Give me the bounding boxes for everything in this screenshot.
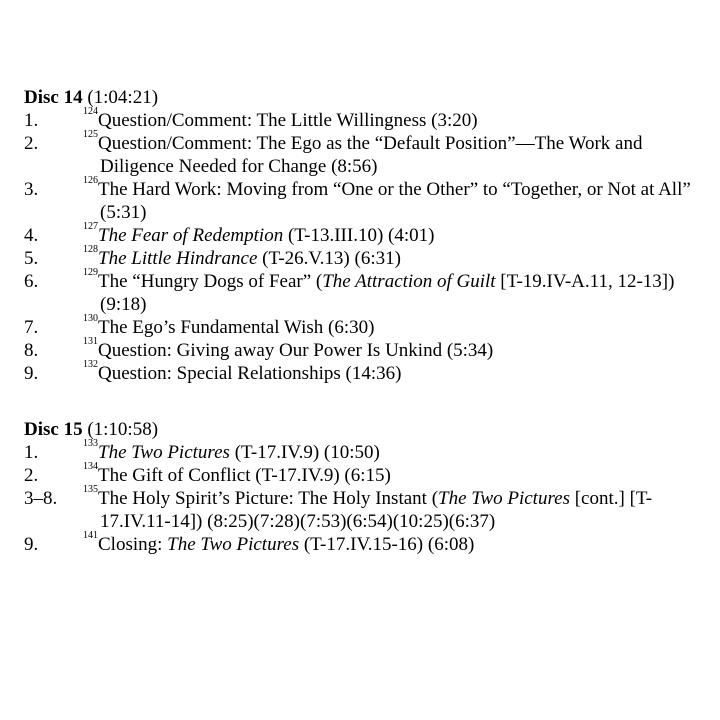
track-title-italic: The Attraction of Guilt	[322, 271, 496, 292]
footnote-number: 128	[83, 244, 98, 255]
disc-section	[24, 418, 714, 556]
track-title-text: (T-17.IV.15-16) (6:08)	[299, 534, 475, 555]
footnote-number: 125	[83, 129, 98, 140]
disc-duration: (1:10:58)	[87, 419, 159, 440]
track-row	[24, 359, 714, 385]
track-title-text: Question/Comment: The Little Willingness (3:20)	[98, 110, 478, 131]
disc-header	[24, 86, 714, 109]
track-list	[24, 106, 714, 385]
footnote-number: 127	[83, 221, 98, 232]
track-title	[83, 530, 714, 556]
track-title	[83, 336, 714, 362]
footnote-number: 130	[83, 313, 98, 324]
track-row	[24, 336, 714, 362]
track-title-text: The Hard Work: Moving from “One or the Other” to “Together, or Not at All” (5:31)	[98, 179, 691, 223]
track-title-italic: The Two Pictures	[98, 442, 230, 463]
track-title-text: The Gift of Conflict (T-17.IV.9) (6:15)	[98, 465, 391, 486]
track-title-italic: The Fear of Redemption	[98, 225, 284, 246]
track-title	[83, 461, 714, 487]
track-title-text: (T-13.III.10) (4:01)	[283, 225, 435, 246]
track-title	[83, 359, 714, 385]
footnote-number: 141	[83, 530, 98, 541]
disc-duration: (1:04:21)	[87, 87, 159, 108]
track-number: 4.	[24, 225, 39, 246]
track-number: 1.	[24, 442, 39, 463]
track-number: 7.	[24, 317, 39, 338]
track-number: 2.	[24, 465, 39, 486]
track-title-italic: The Two Pictures	[167, 534, 300, 555]
track-title-text: Closing:	[98, 534, 168, 555]
track-number: 9.	[24, 534, 39, 555]
track-title-text: Question/Comment: The Ego as the “Default Position”—The Work and Diligence Needed for Change (8:56)	[98, 133, 643, 177]
track-title	[83, 438, 714, 464]
track-title-text: (T-26.V.13) (6:31)	[257, 248, 401, 269]
footnote-number: 135	[83, 484, 98, 495]
track-title	[83, 221, 714, 247]
track-row	[24, 484, 714, 533]
footnote-number: 124	[83, 106, 98, 117]
track-title	[83, 244, 714, 270]
footnote-number: 133	[83, 438, 98, 449]
track-title-text: Question: Special Relationships (14:36)	[98, 363, 402, 384]
track-title-text: The “Hungry Dogs of Fear” (	[98, 271, 323, 292]
disc-title: Disc 15	[24, 419, 83, 440]
track-title-text: The Holy Spirit’s Picture: The Holy Instant (	[98, 488, 439, 509]
track-row	[24, 244, 714, 270]
track-title-text: [T-19.IV-A.11, 12-13]) (9:18)	[100, 271, 675, 315]
track-row	[24, 313, 714, 339]
footnote-number: 134	[83, 461, 98, 472]
track-title	[83, 175, 714, 224]
disc-title: Disc 14	[24, 87, 83, 108]
track-title	[83, 106, 714, 132]
track-row	[24, 267, 714, 316]
track-number: 2.	[24, 133, 39, 154]
track-row	[24, 221, 714, 247]
track-number: 3–8.	[24, 488, 58, 509]
track-title-italic: The Two Pictures	[438, 488, 570, 509]
track-row	[24, 438, 714, 464]
track-number: 3.	[24, 179, 39, 200]
track-number: 1.	[24, 110, 39, 131]
footnote-number: 131	[83, 336, 98, 347]
track-title	[83, 129, 714, 178]
track-row	[24, 129, 714, 178]
footnote-number: 132	[83, 359, 98, 370]
track-title	[83, 484, 714, 533]
footnote-number: 129	[83, 267, 98, 278]
track-title-text: (T-17.IV.9) (10:50)	[229, 442, 380, 463]
track-number: 6.	[24, 271, 39, 292]
track-number: 5.	[24, 248, 39, 269]
track-title-text: [cont.] [T-17.IV.11-14]) (8:25)(7:28)(7:53)(6:54)(10:25)(6:37)	[100, 488, 653, 532]
track-row	[24, 175, 714, 224]
disc-header	[24, 418, 714, 441]
track-title-italic: The Little Hindrance	[98, 248, 258, 269]
track-title-text: Question: Giving away Our Power Is Unkind (5:34)	[98, 340, 494, 361]
track-row	[24, 530, 714, 556]
track-row	[24, 106, 714, 132]
track-title-text: The Ego’s Fundamental Wish (6:30)	[98, 317, 375, 338]
track-title	[83, 313, 714, 339]
track-list	[24, 438, 714, 556]
track-number: 9.	[24, 363, 39, 384]
footnote-number: 126	[83, 175, 98, 186]
track-row	[24, 461, 714, 487]
track-title	[83, 267, 714, 316]
disc-section	[24, 86, 714, 385]
track-number: 8.	[24, 340, 39, 361]
